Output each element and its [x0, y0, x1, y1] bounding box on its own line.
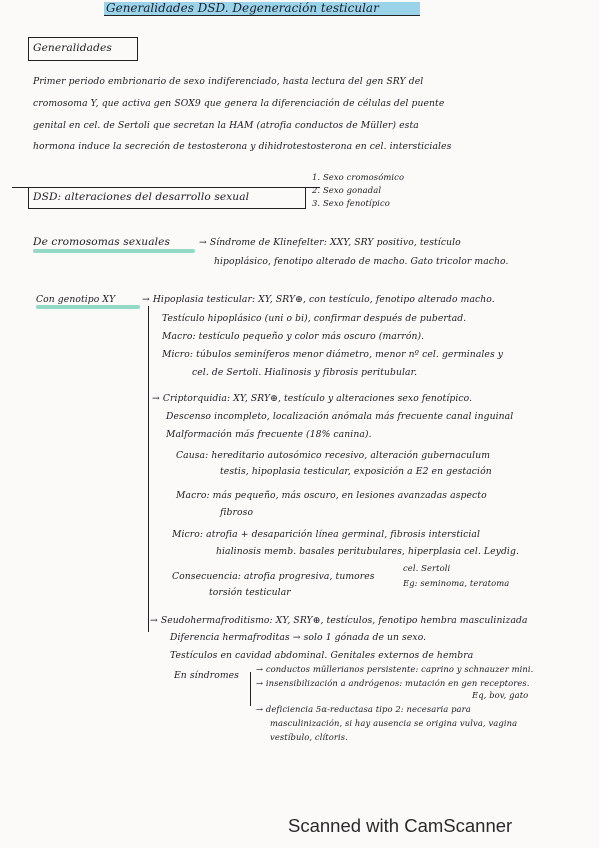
generalidades-line: cromosoma Y, que activa gen SOX9 que genera la diferenciación de células del puente — [33, 98, 445, 109]
hipoplasia-line: Testículo hipoplásico (uni o bi), confirmar después de pubertad. — [162, 313, 467, 324]
hipoplasia-line: → Hipoplasia testicular: XY, SRY⊕, con testículo, fenotipo alterado macho. — [142, 294, 495, 305]
genotipo-branch-line — [148, 306, 149, 632]
criptorquidia-line: Consecuencia: atrofia progresiva, tumores — [172, 571, 375, 582]
seudo-line: Eq, bov, gato — [472, 690, 529, 700]
hipoplasia-line: cel. de Sertoli. Hialinosis y fibrosis peritubular. — [192, 367, 418, 378]
cromosomas-heading: De cromosomas sexuales — [33, 236, 171, 248]
consecuencia-subitem: cel. Sertoli — [403, 563, 451, 573]
cromosomas-underline — [33, 249, 195, 253]
genotipo-heading: Con genotipo XY — [36, 294, 116, 305]
criptorquidia-line: Causa: hereditario autosómico recesivo, alteración gubernaculum — [176, 450, 491, 461]
cromosomas-line: hipoplásico, fenotipo alterado de macho. Gato tricolor macho. — [214, 256, 509, 267]
generalidades-line: Primer periodo embrionario de sexo indiferenciado, hasta lectura del gen SRY del — [33, 76, 424, 87]
criptorquidia-line: Descenso incompleto, localización anómala más frecuente canal inguinal — [166, 411, 514, 422]
dsd-list-item: 1. Sexo cromosómico — [312, 172, 405, 182]
sindromes-bracket — [250, 672, 251, 706]
seudo-line: → conductos müllerianos persistente: caprino y schnauzer mini. — [256, 664, 534, 674]
criptorquidia-line: hialinosis memb. basales peritubulares, hiperplasia cel. Leydig. — [216, 546, 519, 557]
generalidades-heading: Generalidades — [33, 42, 112, 54]
page-title — [104, 0, 420, 18]
dsd-list-item: 2. Sexo gonadal — [312, 185, 382, 195]
generalidades-line: hormona induce la secreción de testosterona y dihidrotestosterona en cel. intersticiales — [33, 141, 452, 152]
criptorquidia-line: Micro: atrofia + desaparición línea germinal, fibrosis intersticial — [172, 529, 481, 540]
page-title-text: Generalidades DSD. Degeneración testicular — [106, 1, 379, 15]
criptorquidia-line: → Criptorquidia: XY, SRY⊕, testículo y alteraciones sexo fenotípico. — [152, 393, 473, 404]
consecuencia-subitem: Eg: seminoma, teratoma — [403, 578, 510, 588]
hipoplasia-line: Micro: túbulos seminíferos menor diámetro, menor nº cel. germinales y — [162, 349, 504, 360]
generalidades-line: genital en cel. de Sertoli que secretan la HAM (atrofia conductos de Müller) esta — [33, 120, 419, 131]
camscanner-watermark: Scanned with CamScanner — [288, 815, 513, 836]
criptorquidia-line: torsión testicular — [209, 587, 291, 598]
title-underline — [104, 15, 420, 16]
genotipo-underline — [36, 305, 140, 309]
seudo-line: masculinización, si hay ausencia se origina vulva, vagina — [270, 718, 518, 728]
criptorquidia-line: Macro: más pequeño, más oscuro, en lesiones avanzadas aspecto — [176, 490, 487, 501]
criptorquidia-line: Malformación más frecuente (18% canina). — [166, 429, 372, 440]
dsd-list-item: 3. Sexo fenotípico — [312, 198, 390, 208]
criptorquidia-line: testis, hipoplasia testicular, exposición a E2 en gestación — [220, 466, 492, 477]
seudo-line: → Seudohermafroditismo: XY, SRY⊕, testículos, fenotipo hembra masculinizada — [150, 615, 528, 626]
seudo-line: vestíbulo, clítoris. — [270, 732, 348, 742]
seudo-line: → deficiencia 5α-reductasa tipo 2: necesaria para — [256, 704, 471, 714]
cromosomas-line: → Síndrome de Klinefelter: XXY, SRY positivo, testículo — [199, 237, 461, 248]
seudo-line: Diferencia hermafroditas → solo 1 gónada de un sexo. — [170, 632, 427, 643]
hipoplasia-line: Macro: testículo pequeño y color más oscuro (marrón). — [162, 331, 425, 342]
dsd-heading: DSD: alteraciones del desarrollo sexual — [33, 191, 250, 203]
seudo-line: → insensibilización a andrógenos: mutación en gen receptores. — [256, 678, 530, 688]
criptorquidia-line: fibroso — [220, 507, 254, 518]
seudo-line: Testículos en cavidad abdominal. Genitales externos de hembra — [170, 650, 474, 661]
seudo-line: En síndromes — [174, 670, 239, 681]
